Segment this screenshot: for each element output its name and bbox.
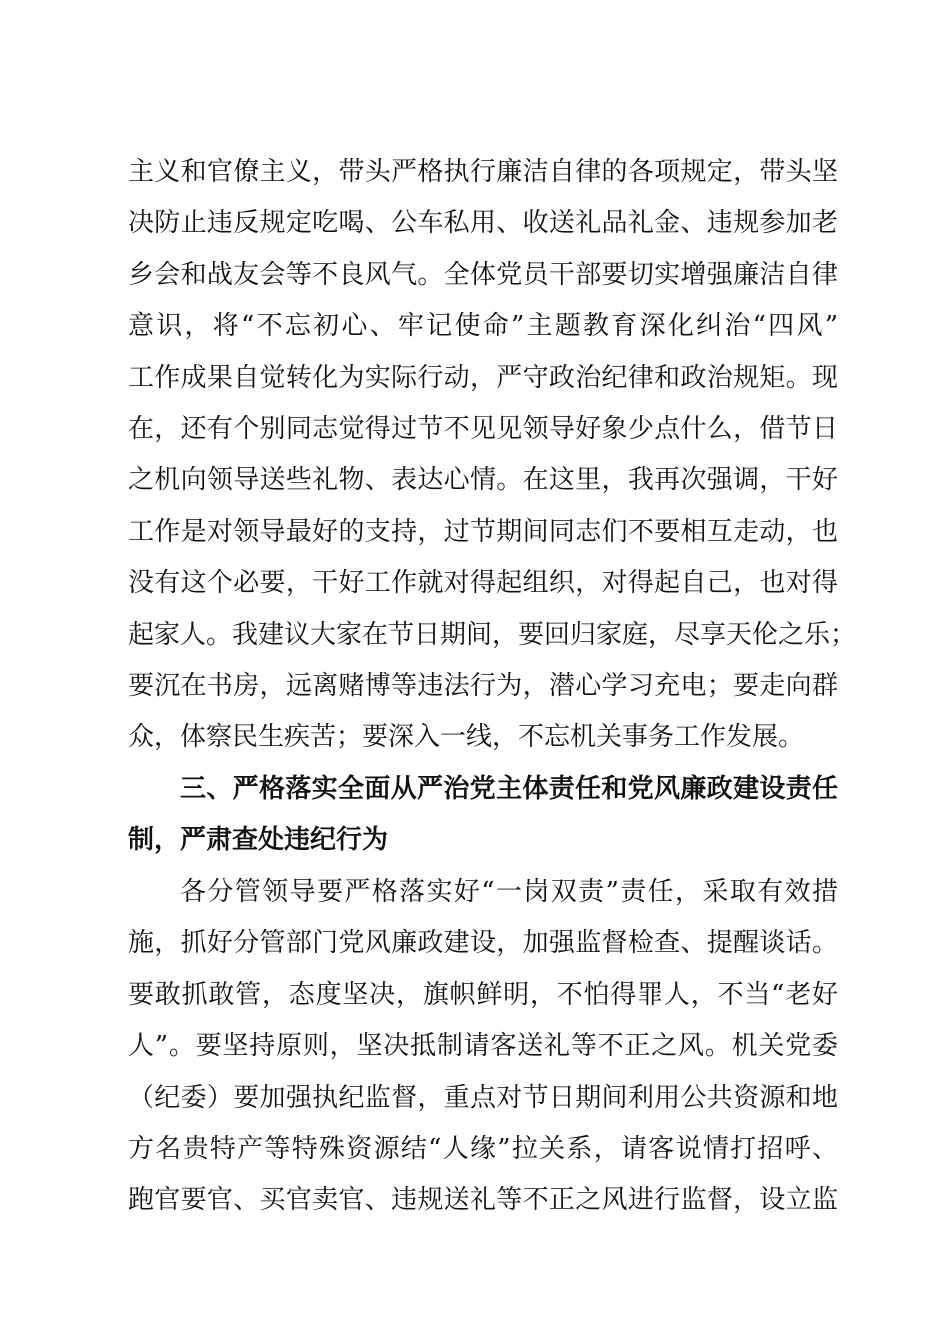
paragraph-line: 跑官要官、买官卖官、违规送礼等不正之风进行监督，设立监 [128, 1185, 838, 1216]
paragraph-line: 乡会和战友会等不良风气。全体党员干部要切实增强廉洁自律 [128, 259, 838, 290]
section-heading [128, 764, 838, 867]
paragraph-discipline [128, 147, 857, 764]
paragraph-line: 施，抓好分管部门党风廉政建设，加强监督检查、提醒谈话。 [128, 928, 838, 959]
paragraph-line: 主义和官僚主义，带头严格执行廉洁自律的各项规定，带头坚 [128, 157, 838, 187]
paragraph-line: 要敢抓敢管，态度坚决，旗帜鲜明，不怕得罪人，不当“老好 [128, 979, 838, 1010]
paragraph-line: （纪委）要加强执纪监督，重点对节日期间利用公共资源和地 [128, 1082, 838, 1113]
paragraph-line: 人”。要坚持原则，坚决抵制请客送礼等不正之风。机关党委 [128, 1031, 838, 1062]
paragraph-line: 各分管领导要严格落实好“一岗双责”责任，采取有效措 [180, 877, 838, 907]
paragraph-line: 没有这个必要，干好工作就对得起组织，对得起自己，也对得 [128, 568, 838, 599]
paragraph-line: 工作成果自觉转化为实际行动，严守政治纪律和政治规矩。现 [128, 362, 838, 393]
heading-line: 三、严格落实全面从严治党主体责任和党风廉政建设责任 [180, 774, 838, 804]
paragraph-line: 之机向领导送些礼物、表达心情。在这里，我再次强调，干好 [128, 465, 838, 496]
paragraph-line: 起家人。我建议大家在节日期间，要回归家庭，尽享天伦之乐； [128, 619, 857, 650]
paragraph-line: 意识，将“不忘初心、牢记使命”主题教育深化纠治“四风” [128, 311, 838, 342]
paragraph-line: 要沉在书房，远离赌博等违法行为，潜心学习充电；要走向群 [128, 670, 838, 701]
paragraph-line: 决防止违反规定吃喝、公车私用、收送礼品礼金、违规参加老 [128, 208, 838, 239]
paragraph-line: 在，还有个别同志觉得过节不见见领导好象少点什么，借节日 [128, 413, 838, 444]
paragraph-line: 工作是对领导最好的支持，过节期间同志们不要相互走动，也 [128, 516, 838, 547]
paragraph-line: 众，体察民生疾苦；要深入一线，不忘机关事务工作发展。 [128, 722, 805, 753]
heading-line: 制，严肃查处违纪行为 [128, 825, 389, 856]
paragraph-line: 方名贵特产等特殊资源结“人缘”拉关系，请客说情打招呼、 [128, 1133, 838, 1164]
paragraph-supervision [128, 867, 838, 1227]
